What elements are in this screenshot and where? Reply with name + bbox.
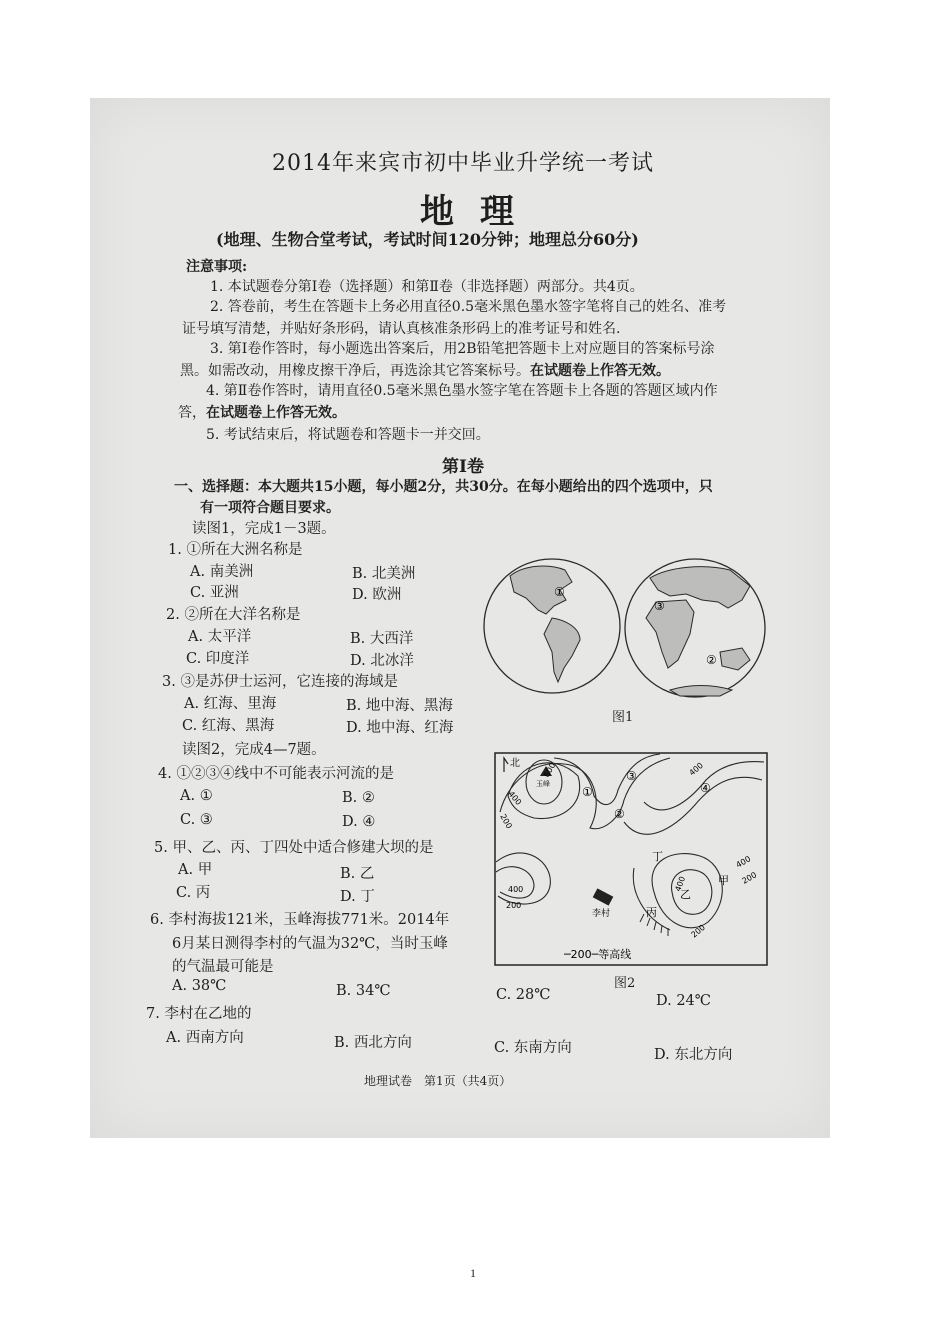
contour-value-400-c: 400 bbox=[508, 885, 524, 894]
question-1: 1. ①所在大洲名称是 bbox=[168, 542, 303, 558]
line-label-3: ③ bbox=[626, 769, 637, 783]
question-6-line-3: 的气温最可能是 bbox=[172, 959, 274, 975]
read-figure-2: 读图2，完成4—7题。 bbox=[182, 742, 326, 758]
label-1: ① bbox=[554, 585, 565, 599]
contour-value-600: 600 bbox=[541, 761, 558, 779]
exam-title: 2014年来宾市初中毕业升学统一考试 bbox=[272, 151, 654, 176]
q2-option-a: A. 太平洋 bbox=[188, 629, 252, 645]
contour-value-200-b: 200 bbox=[506, 901, 522, 910]
q3-option-d: D. 地中海、红海 bbox=[346, 720, 454, 736]
contour-west-200 bbox=[496, 853, 550, 904]
label-2: ② bbox=[706, 653, 717, 667]
figure-1-caption: 图1 bbox=[612, 710, 634, 725]
figure-2-caption: 图2 bbox=[614, 976, 636, 991]
contour-value-400-d: 400 bbox=[673, 875, 688, 893]
q7-option-d: D. 东北方向 bbox=[654, 1047, 733, 1063]
q1-option-b: B. 北美洲 bbox=[352, 566, 416, 582]
place-jia: 甲 bbox=[718, 874, 729, 887]
village-label: 李村 bbox=[592, 909, 611, 919]
contour-value-200-d: 200 bbox=[740, 870, 759, 886]
place-bing: 丙 bbox=[646, 906, 657, 919]
q3-option-a: A. 红海、里海 bbox=[184, 696, 277, 712]
q7-option-a: A. 西南方向 bbox=[166, 1030, 244, 1046]
question-7: 7. 李村在乙地的 bbox=[146, 1006, 252, 1022]
q6-option-a: A. 38℃ bbox=[172, 978, 227, 994]
q6-option-c: C. 28℃ bbox=[496, 987, 551, 1003]
contour-value-400-e: 400 bbox=[734, 854, 753, 870]
q2-option-d: D. 北冰洋 bbox=[350, 653, 414, 669]
q4-option-b: B. ② bbox=[342, 790, 375, 806]
notice-item-2-cont: 证号填写清楚，并贴好条形码，请认真核准条形码上的准考证号和姓名. bbox=[182, 321, 621, 337]
q5-option-d: D. 丁 bbox=[340, 889, 375, 905]
notice-item-5: 5. 考试结束后，将试题卷和答题卡一并交回。 bbox=[206, 427, 490, 443]
q3-option-c: C. 红海、黑海 bbox=[182, 718, 275, 734]
notice-item-4: 4. 第Ⅱ卷作答时，请用直径0.5毫米黑色墨水签字笔在答题卡上各题的答题区域内作 bbox=[206, 383, 718, 399]
north-arrow-icon bbox=[504, 758, 508, 772]
notice-item-2: 2. 答卷前，考生在答题卡上务必用直径0.5毫米黑色墨水签字笔将自己的姓名、准考 bbox=[210, 299, 727, 315]
q4-option-c: C. ③ bbox=[180, 812, 213, 828]
q6-option-d: D. 24℃ bbox=[656, 993, 711, 1009]
contour-400-north bbox=[554, 754, 660, 805]
question-3: 3. ③是苏伊士运河，它连接的海域是 bbox=[162, 674, 398, 690]
q4-option-d: D. ④ bbox=[342, 814, 376, 830]
q2-option-b: B. 大西洋 bbox=[350, 631, 414, 647]
q1-option-c: C. 亚洲 bbox=[190, 585, 239, 601]
subject-title: 地理 bbox=[420, 192, 540, 232]
question-6: 6. 李村海拔121米，玉峰海拔771米。2014年 bbox=[150, 912, 450, 928]
south-america-shape bbox=[544, 618, 580, 682]
q4-option-a: A. ① bbox=[180, 788, 213, 804]
exam-subtitle: (地理、生物合堂考试，考试时间120分钟；地理总分60分) bbox=[216, 230, 639, 249]
line-label-1: ① bbox=[582, 785, 593, 799]
question-5: 5. 甲、乙、丙、丁四处中适合修建大坝的是 bbox=[154, 840, 434, 856]
notice-item-3-cont: 黑。如需改动，用橡皮擦干净后，再选涂其它答案标号。在试题卷上作答无效。 bbox=[180, 363, 670, 379]
question-4: 4. ①②③④线中不可能表示河流的是 bbox=[158, 766, 394, 782]
contour-value-200-a: 200 bbox=[498, 812, 514, 831]
contour-value-200-c: 200 bbox=[689, 922, 707, 940]
figure-1-hemispheres bbox=[480, 556, 780, 706]
read-figure-1: 读图1，完成1－3题。 bbox=[192, 521, 336, 537]
contour-value-400-b: 400 bbox=[687, 760, 705, 778]
q7-option-c: C. 东南方向 bbox=[494, 1040, 572, 1056]
page-number: 1 bbox=[470, 1266, 476, 1280]
notice-item-1: 1. 本试题卷分第Ⅰ卷（选择题）和第Ⅱ卷（非选择题）两部分。共4页。 bbox=[210, 279, 644, 295]
q5-option-c: C. 丙 bbox=[176, 885, 211, 901]
place-ding: 丁 bbox=[652, 850, 663, 863]
part-instruction-cont: 有一项符合题目要求。 bbox=[200, 500, 340, 516]
antarctica-shape bbox=[670, 686, 732, 697]
australia-shape bbox=[720, 648, 750, 670]
q3-option-b: B. 地中海、黑海 bbox=[346, 698, 453, 714]
village-marker-icon bbox=[593, 888, 614, 905]
q5-option-b: B. 乙 bbox=[340, 866, 375, 882]
line-label-4: ④ bbox=[700, 781, 711, 795]
label-3: ③ bbox=[654, 599, 665, 613]
page-footer: 地理试卷 第1页（共4页） bbox=[364, 1074, 512, 1088]
q1-option-d: D. 欧洲 bbox=[352, 587, 402, 603]
part-instruction: 一、选择题：本大题共15小题，每小题2分，共30分。在每小题给出的四个选项中，只 bbox=[174, 479, 713, 495]
contour-legend: ─200─等高线 bbox=[564, 948, 632, 961]
peak-label: 玉峰 bbox=[536, 780, 550, 788]
notice-item-3: 3. 第Ⅰ卷作答时，每小题选出答案后，用2B铅笔把答题卡上对应题目的答案标号涂 bbox=[210, 341, 715, 357]
q6-option-b: B. 34℃ bbox=[336, 983, 391, 999]
line-label-2: ② bbox=[614, 807, 625, 821]
section-title: 第Ⅰ卷 bbox=[442, 457, 484, 477]
question-6-line-2: 6月某日测得李村的气温为32℃，当时玉峰 bbox=[172, 936, 448, 952]
place-yi: 乙 bbox=[680, 888, 691, 901]
q7-option-b: B. 西北方向 bbox=[334, 1035, 412, 1051]
q1-option-a: A. 南美洲 bbox=[190, 564, 254, 580]
q2-option-c: C. 印度洋 bbox=[186, 651, 250, 667]
notice-heading: 注意事项: bbox=[186, 259, 248, 275]
q5-option-a: A. 甲 bbox=[178, 862, 213, 878]
question-2: 2. ②所在大洋名称是 bbox=[166, 607, 301, 623]
figure-2-contour-map bbox=[494, 752, 768, 966]
contour-value-400-a: 400 bbox=[506, 789, 524, 807]
contour-east-1 bbox=[624, 777, 762, 834]
north-label: 北 bbox=[510, 758, 520, 769]
notice-item-4-cont: 答，在试题卷上作答无效。 bbox=[178, 405, 346, 421]
